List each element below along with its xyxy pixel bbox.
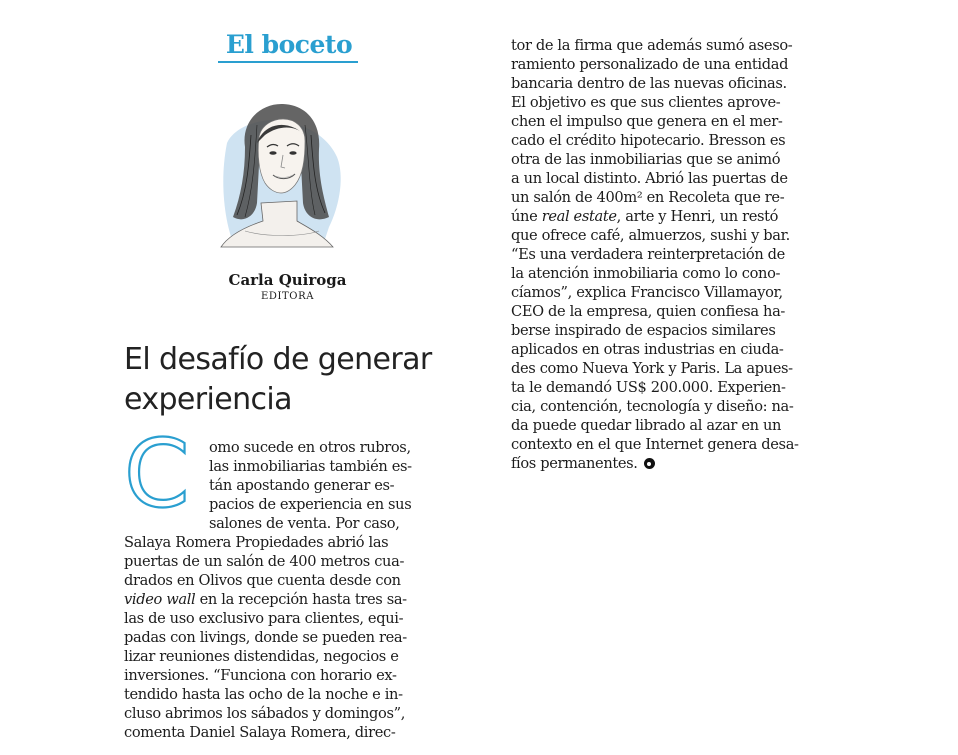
article-headline: El desafío de generar experiencia xyxy=(124,342,432,417)
body-line: las de uso exclusivo para clientes, equi- xyxy=(124,610,404,627)
body-line: CEO de la empresa, quien confiesa ha- xyxy=(511,303,786,320)
body-line: Salaya Romera Propiedades abrió las xyxy=(124,534,389,551)
body-line: “Es una verdadera reinterpretación de xyxy=(511,246,785,263)
body-line: a un local distinto. Abrió las puertas de xyxy=(511,170,788,187)
body-line: omo sucede en otros rubros, xyxy=(209,439,411,456)
body-line: tán apostando generar es- xyxy=(209,477,395,494)
body-line: El objetivo es que sus clientes aprove- xyxy=(511,94,781,111)
body-line-text: fíos permanentes. xyxy=(511,455,638,472)
body-line: ramiento personalizado de una entidad xyxy=(511,56,789,73)
body-line: otra de las inmobiliarias que se animó xyxy=(511,151,781,168)
body-line: la atención inmobiliaria como lo cono- xyxy=(511,265,781,282)
body-line: un salón de 400m² en Recoleta que re- xyxy=(511,189,785,206)
body-line: ta le demandó US$ 200.000. Experien- xyxy=(511,379,786,396)
body-line: inversiones. “Funciona con horario ex- xyxy=(124,667,397,684)
body-line: pacios de experiencia en sus xyxy=(209,496,412,513)
body-line: tor de la firma que además sumó aseso- xyxy=(511,37,793,54)
body-line: des como Nueva York y Paris. La apues- xyxy=(511,360,793,377)
body-line: úne real estate, arte y Henri, un restó xyxy=(511,208,779,225)
body-line: video wall en la recepción hasta tres sa- xyxy=(124,591,407,608)
body-line: contexto en el que Internet genera desa- xyxy=(511,436,799,453)
body-line: lizar reuniones distendidas, negocios e xyxy=(124,648,399,665)
title-underline xyxy=(218,61,358,63)
body-line: las inmobiliarias también es- xyxy=(209,458,412,475)
body-line: chen el impulso que genera en el mer- xyxy=(511,113,783,130)
body-line: berse inspirado de espacios similares xyxy=(511,322,776,339)
author-role: EDITORA xyxy=(260,291,315,302)
body-line: que ofrece café, almuerzos, sushi y bar. xyxy=(511,227,790,244)
body-line: padas con livings, donde se pueden rea- xyxy=(124,629,407,646)
body-line-last xyxy=(511,454,655,473)
body-line: aplicados en otras industrias en ciuda- xyxy=(511,341,784,358)
body-line: comenta Daniel Salaya Romera, direc- xyxy=(124,724,396,741)
italic-term: real estate xyxy=(541,208,617,225)
section-title: El boceto xyxy=(225,30,353,59)
body-line: puertas de un salón de 400 metros cua- xyxy=(124,553,405,570)
author-name: Carla Quiroga xyxy=(228,271,347,289)
body-line: bancaria dentro de las nuevas oficinas. xyxy=(511,75,787,92)
body-line: cado el crédito hipotecario. Bresson es xyxy=(511,132,786,149)
italic-term: video wall xyxy=(124,591,196,608)
body-line: cia, contención, tecnología y diseño: na- xyxy=(511,398,794,415)
body-line: tendido hasta las ocho de la noche e in- xyxy=(124,686,403,703)
body-line: drados en Olivos que cuenta desde con xyxy=(124,572,401,589)
body-line: da puede quedar librado al azar en un xyxy=(511,417,782,434)
drop-cap-letter: C xyxy=(124,432,190,514)
body-line: salones de venta. Por caso, xyxy=(209,515,400,532)
drop-cap xyxy=(124,432,204,514)
end-of-article-icon xyxy=(644,458,655,469)
body-line: cíamos”, explica Francisco Villamayor, xyxy=(511,284,783,301)
body-line: cluso abrimos los sábados y domingos”, xyxy=(124,705,405,722)
author-portrait xyxy=(205,95,360,255)
